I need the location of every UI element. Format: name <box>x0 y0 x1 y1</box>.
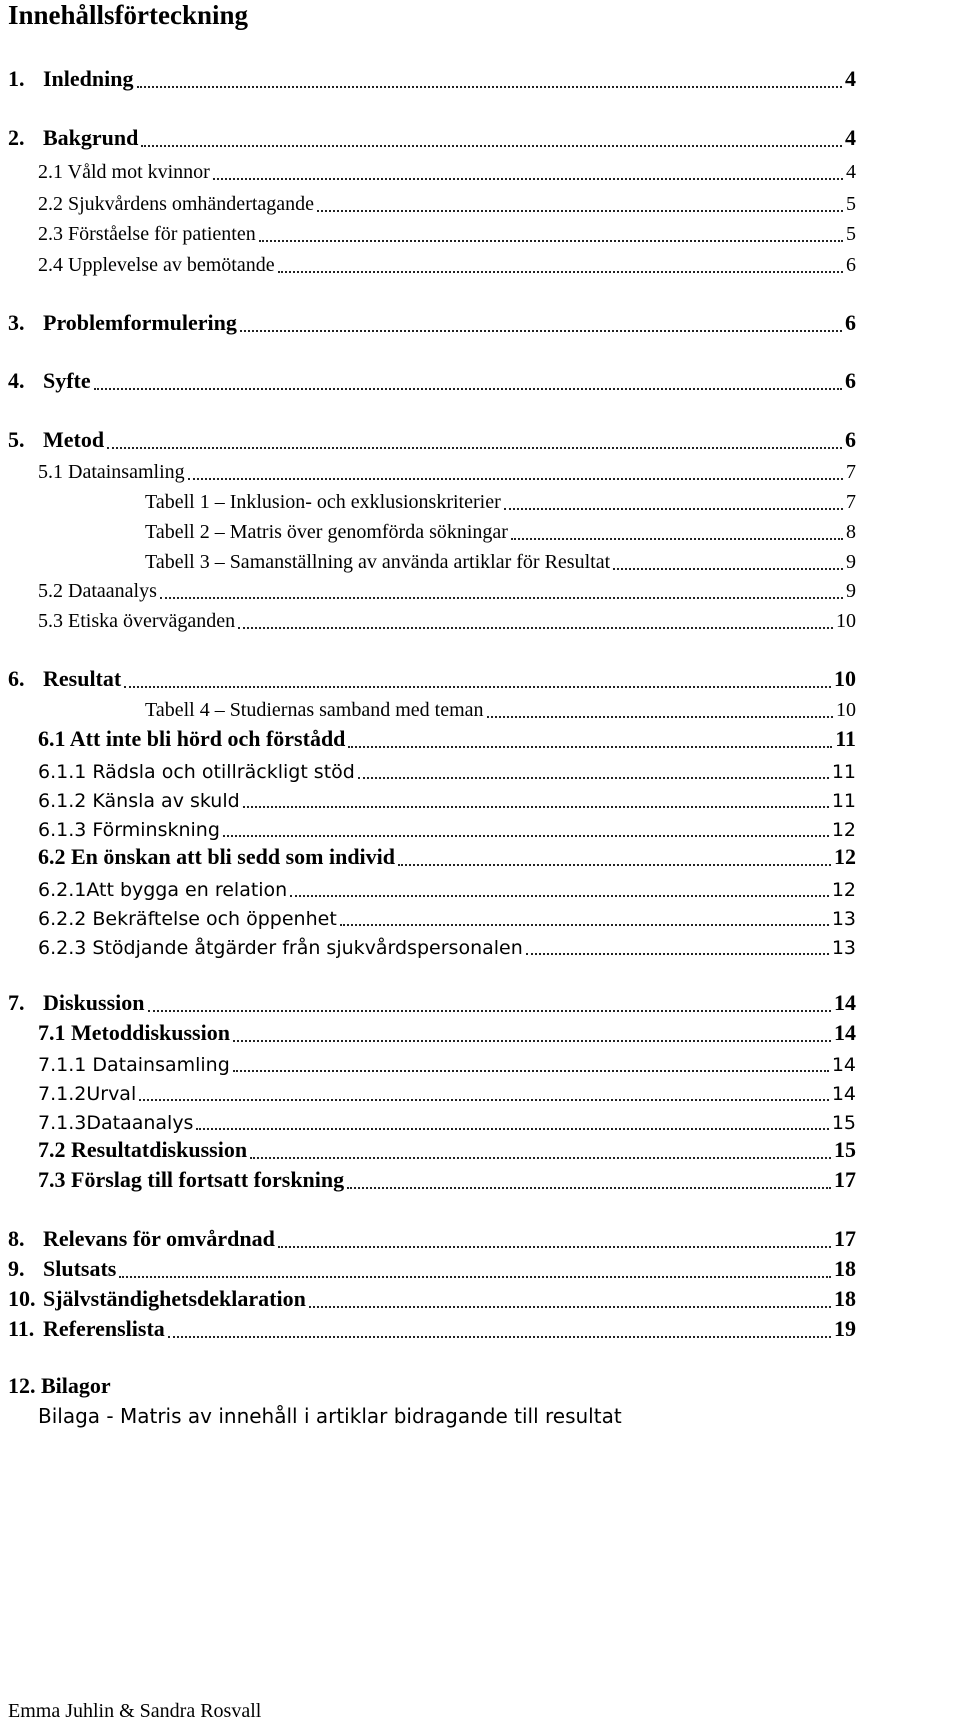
entry-label: 7.1.3Dataanalys <box>38 1112 194 1134</box>
entry-page: 4 <box>845 125 856 150</box>
entry-page: 18 <box>834 1256 856 1281</box>
entry-label: Tabell 2 – Matris över genomförda sökningar <box>145 521 508 543</box>
dot-leader <box>290 895 829 897</box>
entry-page: 15 <box>831 1112 856 1134</box>
toc-entry[interactable] <box>38 842 856 870</box>
dot-leader <box>487 716 833 718</box>
entry-label: 6.1 Att inte bli hörd och förstådd <box>38 726 346 751</box>
entry-page: 14 <box>834 990 856 1015</box>
entry-label: 6.2.3 Stödjande åtgärder från sjukvårdspersonalen <box>38 937 523 959</box>
dot-leader <box>233 1040 831 1042</box>
dot-leader <box>168 1336 831 1338</box>
toc-entry[interactable] <box>8 1314 856 1342</box>
dot-leader <box>188 478 843 480</box>
entry-page: 9 <box>846 551 856 573</box>
entry-label: Tabell 4 – Studiernas samband med teman <box>145 699 484 721</box>
toc-entry[interactable] <box>38 156 856 184</box>
entry-number: 9. <box>8 1256 25 1281</box>
toc-entry[interactable] <box>38 755 856 783</box>
page-title: Innehållsförteckning <box>8 0 249 30</box>
toc-entry[interactable] <box>145 546 856 574</box>
dot-leader <box>613 568 843 570</box>
entry-page: 6 <box>845 427 856 452</box>
entry-label: Syfte <box>43 368 91 393</box>
toc-entry[interactable] <box>38 784 856 812</box>
entry-label: 7.1.2Urval <box>38 1083 137 1105</box>
entry-page: 12 <box>834 844 856 869</box>
entry-number: 10. <box>8 1286 36 1311</box>
entry-label: Diskussion <box>43 990 145 1015</box>
appendix-heading: 12. Bilagor <box>8 1373 111 1398</box>
dot-leader <box>309 1306 831 1308</box>
toc-entry[interactable] <box>38 1048 856 1076</box>
dot-leader <box>317 210 843 212</box>
entry-label: 6.2.1Att bygga en relation <box>38 879 288 901</box>
entry-page: 12 <box>831 819 856 841</box>
entry-label: Problemformulering <box>43 310 237 335</box>
entry-page: 17 <box>834 1167 856 1192</box>
entry-number: 6. <box>8 666 25 691</box>
dot-leader <box>250 1157 831 1159</box>
entry-page: 17 <box>834 1226 856 1251</box>
dot-leader <box>160 597 843 599</box>
entry-label: Referenslista <box>43 1316 165 1341</box>
entry-label: Bakgrund <box>43 125 139 150</box>
entry-label: 2.1 Våld mot kvinnor <box>38 161 210 183</box>
toc-entry[interactable] <box>8 664 856 692</box>
entry-label: 6.1.3 Förminskning <box>38 819 220 841</box>
entry-label: 7.1 Metoddiskussion <box>38 1020 230 1045</box>
dot-leader <box>358 777 829 779</box>
entry-page: 7 <box>846 461 856 483</box>
dot-leader <box>278 271 843 273</box>
entry-page: 10 <box>834 666 856 691</box>
toc-entry[interactable] <box>38 902 856 930</box>
entry-page: 18 <box>834 1286 856 1311</box>
dot-leader <box>526 953 829 955</box>
dot-leader <box>141 145 842 147</box>
entry-label: 7.2 Resultatdiskussion <box>38 1137 248 1162</box>
dot-leader <box>196 1128 828 1130</box>
entry-number: 11. <box>8 1316 35 1341</box>
entry-label: 2.2 Sjukvårdens omhändertagande <box>38 193 315 215</box>
entry-page: 10 <box>836 699 856 721</box>
entry-label: 5.2 Dataanalys <box>38 580 157 602</box>
dot-leader <box>243 806 829 808</box>
entry-label: 6.1.2 Känsla av skuld <box>38 790 240 812</box>
entry-page: 6 <box>845 368 856 393</box>
entry-page: 11 <box>831 790 856 812</box>
entry-label: Inledning <box>43 66 134 91</box>
entry-number: 7. <box>8 990 25 1015</box>
entry-label: Självständighetsdeklaration <box>43 1286 306 1311</box>
dot-leader <box>504 508 843 510</box>
entry-page: 6 <box>845 310 856 335</box>
dot-leader <box>259 240 843 242</box>
entry-label: Resultat <box>43 666 122 691</box>
dot-leader <box>119 1276 831 1278</box>
entry-label: 2.4 Upplevelse av bemötande <box>38 254 275 276</box>
entry-page: 13 <box>831 937 856 959</box>
entry-label: 5.1 Datainsamling <box>38 461 185 483</box>
toc-entry[interactable] <box>8 123 856 151</box>
toc-entry[interactable] <box>38 456 856 484</box>
dot-leader <box>223 835 829 837</box>
entry-page: 4 <box>845 66 856 91</box>
dot-leader <box>278 1246 831 1248</box>
entry-page: 13 <box>831 908 856 930</box>
toc-entry[interactable] <box>38 218 856 246</box>
dot-leader <box>240 330 842 332</box>
entry-label: 6.1.1 Rädsla och otillräckligt stöd <box>38 761 355 783</box>
toc-entry[interactable] <box>38 1106 856 1134</box>
page-footer: Emma Juhlin & Sandra Rosvall <box>8 1700 262 1722</box>
dot-leader <box>148 1010 831 1012</box>
entry-number: 4. <box>8 368 25 393</box>
toc-entry[interactable] <box>38 1165 856 1193</box>
entry-page: 6 <box>846 254 856 276</box>
toc-entry[interactable] <box>38 188 856 216</box>
entry-label: Tabell 1 – Inklusion- och exklusionskriterier <box>145 491 501 513</box>
toc-entry[interactable] <box>38 575 856 603</box>
entry-page: 8 <box>846 521 856 543</box>
toc-entry[interactable] <box>145 486 856 514</box>
toc-entry[interactable] <box>38 1135 856 1163</box>
entry-page: 5 <box>846 223 856 245</box>
entry-label: Relevans för omvårdnad <box>43 1226 275 1251</box>
entry-label: 6.2 En önskan att bli sedd som individ <box>38 844 396 869</box>
dot-leader <box>347 1187 831 1189</box>
entry-page: 11 <box>835 726 856 751</box>
toc-entry[interactable] <box>38 931 856 959</box>
dot-leader <box>233 1070 829 1072</box>
dot-leader <box>213 178 843 180</box>
entry-label: 7.3 Förslag till fortsatt forskning <box>38 1167 345 1192</box>
entry-page: 7 <box>846 491 856 513</box>
toc-entry[interactable] <box>8 308 856 336</box>
toc-entry[interactable] <box>38 1018 856 1046</box>
entry-page: 19 <box>834 1316 856 1341</box>
entry-number: 1. <box>8 66 25 91</box>
entry-page: 15 <box>834 1137 856 1162</box>
dot-leader <box>398 864 831 866</box>
entry-label: 2.3 Förståelse för patienten <box>38 223 256 245</box>
entry-number: 3. <box>8 310 25 335</box>
dot-leader <box>137 86 843 88</box>
dot-leader <box>107 447 842 449</box>
entry-label: Tabell 3 – Samanställning av använda artiklar för Resultat <box>145 551 611 573</box>
toc-entry[interactable] <box>38 813 856 841</box>
entry-page: 10 <box>836 610 856 632</box>
entry-page: 5 <box>846 193 856 215</box>
entry-page: 4 <box>846 161 856 183</box>
toc-entry[interactable] <box>8 1254 856 1282</box>
toc-entry[interactable] <box>8 64 856 92</box>
toc-entry[interactable] <box>38 873 856 901</box>
dot-leader <box>238 627 833 629</box>
dot-leader <box>139 1099 829 1101</box>
toc-entry[interactable] <box>145 516 856 544</box>
toc-entry[interactable] <box>38 249 856 277</box>
dot-leader <box>511 538 843 540</box>
entry-number: 2. <box>8 125 25 150</box>
appendix-item: Bilaga - Matris av innehåll i artiklar bidragande till resultat <box>38 1404 622 1428</box>
dot-leader <box>124 686 831 688</box>
toc-entry[interactable] <box>8 425 856 453</box>
entry-number: 8. <box>8 1226 25 1251</box>
entry-page: 14 <box>831 1054 856 1076</box>
toc-entry[interactable] <box>8 366 856 394</box>
entry-label: 7.1.1 Datainsamling <box>38 1054 230 1076</box>
entry-label: 6.2.2 Bekräftelse och öppenhet <box>38 908 337 930</box>
entry-label: Slutsats <box>43 1256 117 1281</box>
toc-entry[interactable] <box>145 694 856 722</box>
entry-label: 5.3 Etiska överväganden <box>38 610 236 632</box>
entry-page: 14 <box>834 1020 856 1045</box>
entry-page: 12 <box>831 879 856 901</box>
entry-page: 11 <box>831 761 856 783</box>
toc-entry[interactable] <box>38 605 856 633</box>
entry-page: 14 <box>831 1083 856 1105</box>
entry-label: Metod <box>43 427 105 452</box>
toc-entry[interactable] <box>38 1077 856 1105</box>
dot-leader <box>348 746 832 748</box>
toc-entry[interactable] <box>38 724 856 752</box>
entry-page: 9 <box>846 580 856 602</box>
dot-leader <box>340 924 829 926</box>
dot-leader <box>94 388 842 390</box>
toc-entry[interactable] <box>8 1284 856 1312</box>
toc-entry[interactable] <box>8 988 856 1016</box>
entry-number: 5. <box>8 427 25 452</box>
toc-entry[interactable] <box>8 1224 856 1252</box>
